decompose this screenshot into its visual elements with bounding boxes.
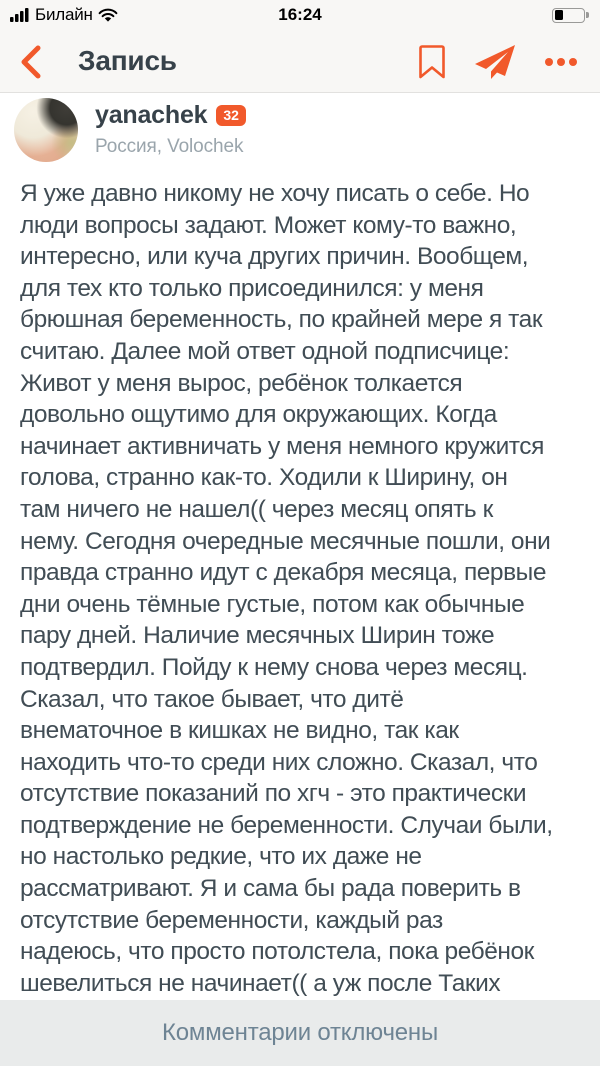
post-text-line: надеюсь, что просто потолстела, пока ребёнок bbox=[20, 938, 534, 966]
status-bar bbox=[0, 0, 600, 30]
ellipsis-icon bbox=[544, 57, 578, 67]
post-text-line: люди вопросы задают. Может кому-то важно, bbox=[20, 211, 517, 239]
back-button[interactable] bbox=[16, 44, 46, 80]
share-button[interactable] bbox=[474, 44, 516, 80]
nav-bar bbox=[0, 30, 600, 93]
post-text-line: там ничего не нашел(( через месяц опять к bbox=[20, 495, 493, 523]
nav-actions bbox=[418, 30, 578, 93]
avatar[interactable] bbox=[14, 98, 78, 162]
paper-plane-icon bbox=[474, 44, 516, 80]
post-text-line: отсутствие беременности, каждый раз bbox=[20, 906, 443, 934]
comments-disabled-label: Комментарии отключены bbox=[161, 1019, 439, 1046]
status-bar-right bbox=[552, 0, 590, 30]
post-text-line: правда странно идут с декабря месяца, первые bbox=[20, 559, 547, 587]
post-text-line: Я уже давно никому не хочу писать о себе. Но bbox=[20, 180, 530, 207]
post-text-line: дни очень тёмные густые, потом как обычные bbox=[20, 590, 525, 618]
carrier-label: Билайн bbox=[35, 5, 93, 24]
author-meta bbox=[95, 98, 246, 158]
page-title: Запись bbox=[78, 45, 177, 76]
post-text-line: подтверждение не беременности. Случаи были, bbox=[20, 811, 553, 839]
post-text-line: находить что-то среди них сложно. Сказал, что bbox=[20, 748, 538, 776]
post-text-line: но настолько редкие, что их даже не bbox=[20, 843, 422, 871]
author-username[interactable]: yanachek bbox=[95, 101, 208, 129]
post-body bbox=[20, 178, 580, 999]
bookmark-button[interactable] bbox=[418, 44, 446, 80]
post-text-line: для тех кто только присоединился: у меня bbox=[20, 274, 484, 302]
post-text-line: брюшная беременность, по крайней мере я так bbox=[20, 306, 543, 334]
post-text-line: интересно, или куча других причин. Вообщем, bbox=[20, 243, 529, 271]
clock: 16:24 bbox=[278, 5, 322, 24]
post-text-line: начинает активничать у меня немного кружится bbox=[20, 432, 544, 460]
author-row[interactable] bbox=[0, 94, 600, 162]
post-text-line: подтвердил. Пойду к нему снова через месяц. bbox=[20, 653, 528, 681]
post-text-line: довольно ощутимо для окружающих. Когда bbox=[20, 401, 497, 429]
post-content bbox=[0, 94, 600, 999]
battery-icon bbox=[552, 6, 590, 24]
author-location: Россия, Volochek bbox=[95, 136, 244, 157]
post-text-line: нему. Сегодня очередные месячные пошли, они bbox=[20, 527, 551, 555]
post-text-line: считаю. Далее мой ответ одной подписчице: bbox=[20, 337, 510, 365]
bookmark-icon bbox=[418, 44, 446, 80]
comments-disabled-bar bbox=[0, 1000, 600, 1066]
chevron-left-icon bbox=[16, 44, 46, 80]
post-text-line: рассматривают. Я и сама бы рада поверить в bbox=[20, 875, 521, 903]
post-text-line: внематочное в кишках не видно, так как bbox=[20, 717, 459, 745]
post-text-line: пару дней. Наличие месячных Ширин тоже bbox=[20, 622, 495, 650]
author-age-badge: 32 bbox=[216, 105, 246, 126]
post-text-line: голова, странно как-то. Ходили к Ширину, он bbox=[20, 464, 508, 492]
post-text-line: Сказал, что такое бывает, что дитё bbox=[20, 685, 404, 713]
post-text-line: Живот у меня вырос, ребёнок толкается bbox=[20, 369, 463, 397]
post-text-line: шевелиться не начинает(( а уж после Таких bbox=[20, 969, 501, 997]
post-text-line: отсутствие показаний по хгч - это практически bbox=[20, 780, 527, 808]
more-button[interactable] bbox=[544, 57, 578, 67]
